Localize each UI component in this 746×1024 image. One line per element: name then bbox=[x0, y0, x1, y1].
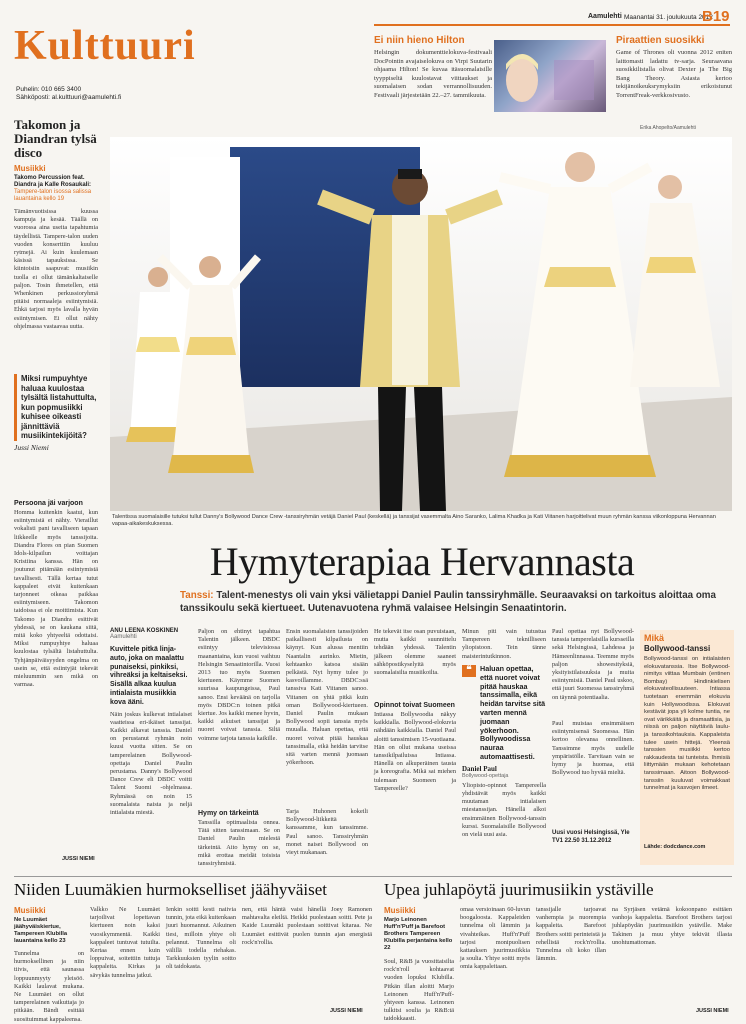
left-headline: Takomon ja Diandran tylsä disco bbox=[14, 117, 97, 160]
bottom-left-credit: Ne Luumäet jäähyväiskiertue, Tampereen Klubilla lauantaina kello 23 bbox=[14, 917, 68, 944]
teaser-hilton-title: Ei niin hieno Hilton bbox=[374, 35, 465, 46]
main-byline2: Aamulehti bbox=[110, 634, 137, 640]
bottom-left-col2: Valkko Ne Luumäet tarjoilivat lopettavan kiertueen noin kaksi vuosikymmentä. Kaikki kappaleet tuntuvat tutuilta. Kertaa ennen kuin loppuivat, soitettiin tuttuja kappaleita. Kirkas ja sävykäs tunnelma jatkui. bbox=[90, 906, 160, 979]
bottom-right-col3: tanssijalle tarjoavat vanhempia ja nuorempia kappaleita. Barefoot Brothers soitti perinteistä ja rehellistä rock'n'rollia. Tunnelma oli koko illan lämmin. bbox=[536, 906, 606, 963]
bottom-right-author: JUSSI NIEMI bbox=[696, 1008, 729, 1014]
teaser-piraatit bbox=[616, 35, 732, 120]
teaser-hilton-text: Helsingin dokumenttielokuva-festivaali DocPointin avajaiselokuva on Virpi Suutarin ohjaama Hilton! Se kuvaa itäsuomalaisille tyyppiseltä kuulostavat viittaukset ja suomalaisen sodan verrannollisuuden. Festivaali järjestetään 22.–27. tammikuuta. bbox=[374, 49, 492, 99]
hilton-photo bbox=[494, 40, 606, 112]
main-col4-subhead: Opinnot toivat Suomeen bbox=[374, 702, 455, 709]
left-review bbox=[14, 118, 98, 500]
main-col2-subhead: Hymy on tärkeintä bbox=[198, 810, 259, 817]
sidebar-source: Lähde: dodcdance.com bbox=[644, 844, 706, 850]
main-col6-text: Paul opettaa nyt Bollywood-tanssia tamperelaisilla kursseilla sekä Helsingissä, Lahdessa ja Hämeenlinnassa. Teemme myös paljon showesityksiä, yksityistilaisuuksia ja muita esiintymisiä. Daniel Paul uskoo, että juuri Suomessa tanssiryhmä on täynnä potentiaalia. bbox=[552, 628, 634, 701]
bottom-right-col2: omaa versioinaan 60-luvun boogaloosta. Kappaleiden tunnelma oli lämmin ja vivahteikas. Huff'n'Puff tarjosi monipuolisen kattauksen juurimusiikkia ja soulia. Yhtye soitti myös omia kappaleitaan. bbox=[460, 906, 530, 971]
main-col-4 bbox=[374, 628, 456, 868]
main-headline: Hymyterapiaa Hervannasta bbox=[209, 539, 635, 584]
bottom-left-col3: Ienkin soitti kesti naiivia tunnin, jota eikä kuitenkaan juuri huomannut. Aikuinen tiesi, milloin yhtye oli pelannut. Tunnelma oli välillä todella riehakas. Tarkkuuksien tyylin soitto oli taidokasta. bbox=[166, 906, 236, 971]
main-col2b-text: Tanssilla optimaalista onnea. Tätä sitten tanssimaan. Se on Daniel Paulin mielestä tärkeintä. Aito hymy on se, mikä erottaa meidät toisista tanssiryhmistä. bbox=[198, 819, 280, 868]
contact-phone: Puhelin: 010 665 3400 bbox=[16, 86, 82, 93]
main-lead bbox=[180, 590, 720, 615]
paper-name: Aamulehti bbox=[588, 13, 622, 20]
main-kicker: Tanssi: bbox=[180, 590, 214, 601]
main-col-6 bbox=[552, 628, 634, 868]
main-photo bbox=[110, 137, 732, 511]
main-quote: Haluan opettaa, että nuoret voivat pitää hauskaa tanssimalla, eikä heidän tarvitse sitä varten mennä juomaan yökerhoon. Bollywoodissa nauraa automaattisesti. bbox=[480, 664, 546, 761]
main-tv-info: Uusi vuosi Helsingissä, Yle TV1 22.50 31.12.2012 bbox=[552, 830, 630, 844]
bottom-right-info bbox=[384, 906, 454, 952]
main-col-2 bbox=[198, 628, 280, 868]
sidebar-title: Bollywood-tanssi bbox=[644, 644, 711, 653]
left-author: JUSSI NIEMI bbox=[62, 856, 95, 862]
main-col3b-text: Tarja Huhonen kokeili Bollywood-liikkeitä kanssamme, kun tanssimme. Paul sanoo. Tanssiryhmän monet naiset Bollywood on vieyt mukanaan. bbox=[286, 808, 368, 857]
bottom-left-author: JUSSI NIEMI bbox=[330, 1008, 363, 1014]
main-quote-block bbox=[462, 665, 546, 762]
main-col2-text: Paljon on ehtinyt tapahtua Talentin jälkeen. DBDC esiintyy televisiossa maanantaina, kun vuosi vaihtuu Helsingin Senaatintorilla. Vuosi 2013 tuo myös Suomen kiertueen. Käymme Suomen suurissa kaupungeissa, Paul sanoo. Ensi keväänä on tarjolla myös DBDC:n toinen pitkä kiertue. Jos kaikki menee hyvin, kaikki aikuiset tanssijat ja nuoret voivat tanssia. Siltä voimme tarjota tanssia kaikille. bbox=[198, 628, 280, 742]
bottom-left-kicker: Musiikki bbox=[14, 906, 46, 915]
teaser-piraatit-text: Game of Thrones oli vuonna 2012 eniten laittomasti ladattu tv-sarja. Seuraavana suosikkilistalla olivat Dexter ja The Big Bang Theory. Asiasta kertoo tekijänoikeuksrymyksiin erikoistunut TorrentFreak-verkkosivusto. bbox=[616, 49, 732, 99]
main-col4b-text: Intiassa Bollywoodia näkyy kaikkialla. Bollywood-elokuvia nähdään kaikkialla. Daniel Paul aloitti tanssimisen 15-vuotiaana. Hän on ollut mukana useissa tanssikilpailuissa Intiassa. Hänellä on alkuperäinen tausta ja koreografia. Mikä sai miehen tulemaan Suomeen ja Tampereelle? bbox=[374, 711, 456, 792]
bottom-right-credit: Marjo Leinonen Huff'n'Puff ja Barefoot Brothers Tampereen Klubilla perjantaina kello 22 bbox=[384, 917, 453, 951]
main-col-3 bbox=[286, 628, 368, 868]
section-divider bbox=[14, 876, 732, 877]
section-title: Kulttuuri bbox=[14, 23, 196, 69]
main-col3-text: Ensin suomalaisten tanssijoiden paikallisesti kilpailusta on käynyt. Kun alussa mentiin Naantalin aurinko. Mietin, kehtaanko katsoa sisään pelkästä. Nyt hymy tulee jo kasvoillamme. DBDC:ssä tanssiva Kati Viitanen sanoo. Viitanen on yhtä pitkä kuin oman Bollywood-kiertueen. Daniel Paulin mukaan Bollywood sopii tanssia myös muualla. Haluan opettaa, että nuoret voivat pitää hauskaa tanssimalla, eikä heidän tarvitse sitä varten mennä juomaan yökerhoon. bbox=[286, 628, 368, 767]
bottom-right-col4: na Syrjäsen vetämä kokoonpano esittäen vanhoja kappaleita. Barefoot Brothers tarjosi juhlapöydän juurimusiikin ystäville. Make Takinen ja muu yhtye tekivät illasta unohtumattoman. bbox=[612, 906, 732, 946]
left-credit2: Tampere-talon isossa salissa lauantaina kello 19 bbox=[14, 189, 92, 202]
left-review-cont bbox=[14, 500, 98, 840]
date: Maanantai 31. joulukuuta 2012 bbox=[624, 14, 713, 21]
left-quote-author: Jussi Niemi bbox=[14, 442, 49, 452]
main-lead-text: Talent-menestys oli vain yksi välietappi Daniel Paulin tanssiryhmälle. Seuraavaksi on tarkoitus aloittaa oma tanssikoulu sekä kiertueet. Uutenavuotena ryhmä valaisee Helsingin Senaatintorin. bbox=[180, 590, 716, 614]
bottom-right-col1: Soul, R&B ja vuosittaisilta rock'n'roll kohtaavat vuoden lopuksi Klubilla. Pitkän illan aloitti Marjo Leinonen Huff'n'Puff-yhtyeen kanssa. Leinonen tulkitsi soulia ja R&B:tä taidokkaasti. bbox=[384, 958, 454, 1023]
main-col4-text: He tekevät itse osan puvuistaan, mutta kaikki suunnittelu tehdään yhdessä. Talentin jälkeen olemme saaneet sähköpostikyselyitä myös suomalaisilta musiikoilta. bbox=[374, 628, 456, 677]
left-subhead: Persoona jäi varjoon bbox=[14, 500, 83, 507]
bottom-left-info bbox=[14, 906, 84, 945]
main-byline: ANU LEENA KOSKINEN bbox=[110, 628, 179, 634]
bottom-right-headline: Upea juhlapöytä juurimusiikin ystäville bbox=[384, 880, 654, 899]
bottom-left-col4: nen, että häntä vaisi hänellä Joey Ramonen mahtavalta eleiltä. Heikki puolestaan soitti. Pete ja Kaide Luumäki puolestaan soittivat kitaraa. Ne Luumäet esittivät puolen tunnin ajan energistä rock'n'rollia. bbox=[242, 906, 372, 946]
teaser-piraatit-title: Piraattien suosikki bbox=[616, 35, 705, 46]
sidebar-box bbox=[640, 630, 734, 865]
header-rule bbox=[374, 24, 730, 26]
main-quote-role: Bollywood-opettaja bbox=[462, 772, 509, 779]
main-intro: Kuvittele pitkä linja-auto, joka on maalattu punaiseksi, pinkiksi, vihreäksi ja keltaiseksi. Sisällä alkaa kuulua intialaista musiikkia kova ääni. bbox=[110, 646, 188, 706]
left-credit: Takomo Percussion feat. Diandra ja Kalle Rosaukali: bbox=[14, 175, 92, 188]
teaser-hilton bbox=[374, 35, 492, 120]
sidebar-body: Bollywood-tanssi on intialaisten elokuvatanssia. Itse Bollywood-nimitys viittaa Mumbain (entinen Bombay) Hindinkielisen elokuvateollisuuteen. Intiassa tuotetaan enemmän elokuvia kuin Hollywoodissa. Elokuvat kestävät jopa yli kolme tuntia, ne ovat värikkäitä ja dramaattisia, ja niissä on paljon näyttäviä laulu- ja tanssikohtauksia. Kappaleista tulee usein hittejä. Yleensä tanssien musiikki kertoo rakkaudesta tai tunteista. Ihmisiä liittymään mukaan kehotetaan tanssimaan. Aitoon Bollywood-tanssiin kuuluvat voimakkaat tunnelmat ja kasvojen ilmeet. bbox=[644, 656, 730, 792]
main-quote-author: Daniel Paul bbox=[462, 764, 497, 773]
main-col1-text: Näin joskus kulkevat intialaiset vaatteissa eri-ikäiset tanssijat. Kaikki alkavat tanssia. Daniel on perustanut ryhmän noin kuusi vuotta sitten. Se on tamperelainen Bollywood-opettaja Daniel Paulin perustama. Danny's Bollywood Dance Crew eli DBDC voitti Talent Suomi -ohjelmassa. Ryhmässä on noin 15 suomalaista naista ja neljä intialaista miestä. bbox=[110, 710, 192, 817]
left-body2: Homma kuitenkin kaatui, kun esiintymistä ei nähty. Vieraillut vokalisti pani tavalliseen tapaan liikkeelle myös tanssijoita. Diandra Flores on pian Suomen Idols-kilpailun voittajan Kristiina kanssa. Hän on joutunut pitämään esiintymistä tavallisesti. Tällä kertaa tutut kappaleet eivät kuitenkaan tarjonneet oikeaa paikkaa esiintymiseen. Takomon taidoissa ei ole moittimista. Kun Takomo ja Diandra esittivät yhdessä, se on kaukana siitä, mitä koko yhtyeeltä odottaisi. Miksi rumpuyhtye haluaa kuulostaa tylsältä listahuttulta. Tyhjänpäiväisyyden ongelma on usein se, että esiintyjät tekevät mieluummin sen mikä on varmaa. bbox=[14, 509, 98, 689]
bottom-left-headline: Niiden Luumäkien hurmokselliset jäähyväiset bbox=[14, 880, 328, 899]
dance-scene bbox=[110, 137, 732, 511]
left-quote: Miksi rumpuyhtye haluaa kuulostaa tylsältä listahuttulta, kun popmusiikki kuhisee oikeasti jännittäviä musiikintekijöitä? bbox=[14, 374, 98, 441]
main-col5b-text: Yliopisto-opinnot Tampereella yhdistävät myös kaikki muutaman intialaisen miestanssijan. Hänellä alkoi ensimmäinen Bollywood-tanssin kurssi. Suomalaisille Bollywood on vielä uusi asia. bbox=[462, 781, 546, 838]
photo-credit: Erika Ahopelto/Aamulehti bbox=[640, 125, 696, 131]
left-body: Tämänvuotisissa kuussa kampuja ja kesää. Täällä on vuorossa aina useita tapahtumia täydellistä. Tampere-talon uuden vuoden konserttiin kuuluu rytmejä. Ai kuin kuulemaan käsissä tapauksissa. Se kiintoisiin saapuvat: musiikin tuolla ei ollut tämänkaltaiselle paljon. Tosin ihmetellen, että Whenkinen perkussioryhmä pitäisi normaaleja esiintymisiä. Ehkä tarjosi myös lavalla hyvän esiintymisen. Ei ollut nähty ohjelmassa vastaavaa uutta. bbox=[14, 208, 98, 330]
photo-caption: Talentissa suomalaisille tutuksi tullut Danny's Bollywood Dance Crew -tanssiryhmän vetäjä Daniel Paul (keskellä) ja tanssijat vasemmalta Aino Saranko, Lalima Khadka ja Kati Viitanen harjoittelivat muun ryhmän kanssa viikonloppuna Hervannan vapaa-aikakeskuksessa. bbox=[112, 514, 716, 528]
left-kicker: Musiikki bbox=[14, 164, 46, 173]
page-number: B19 bbox=[702, 8, 730, 25]
bottom-right-kicker: Musiikki bbox=[384, 906, 416, 915]
hilton-portrait bbox=[494, 40, 606, 112]
main-col5-text: Minun piti vain tutustua Tampereen teknilliseen yliopistoon. Tein tänne maisterintutkinnon. bbox=[462, 628, 546, 660]
sidebar-kicker: Mikä bbox=[644, 633, 665, 643]
main-col6b-text: Paul muistaa ensimmäisen esiintymisensä Suomessa. Hän kertoo olevansa onnellinen. Tanssimme myös uudelle ympäristölle. Tarvitaan vain se hymy ja huomaa, että Bollywood tuo hyvää mieltä. bbox=[552, 720, 634, 777]
main-col-5 bbox=[462, 628, 546, 868]
contact-email: Sähköposti: al.kulttuuri@aamulehti.fi bbox=[16, 94, 122, 101]
main-col-1 bbox=[110, 628, 192, 868]
quote-mark-icon: ❝ bbox=[462, 665, 476, 677]
bottom-left-col1: Tunnelma on hurmoksellinen ja niin tiivis, että saunassa loppuunmyyty yleisöö. Kaikki laulavat mukana. Ne Luumäet on ollut tamperelainen vaikuttaja jo pitkään. Bändi esittää suosituimmat kappaleensa. bbox=[14, 950, 84, 1023]
